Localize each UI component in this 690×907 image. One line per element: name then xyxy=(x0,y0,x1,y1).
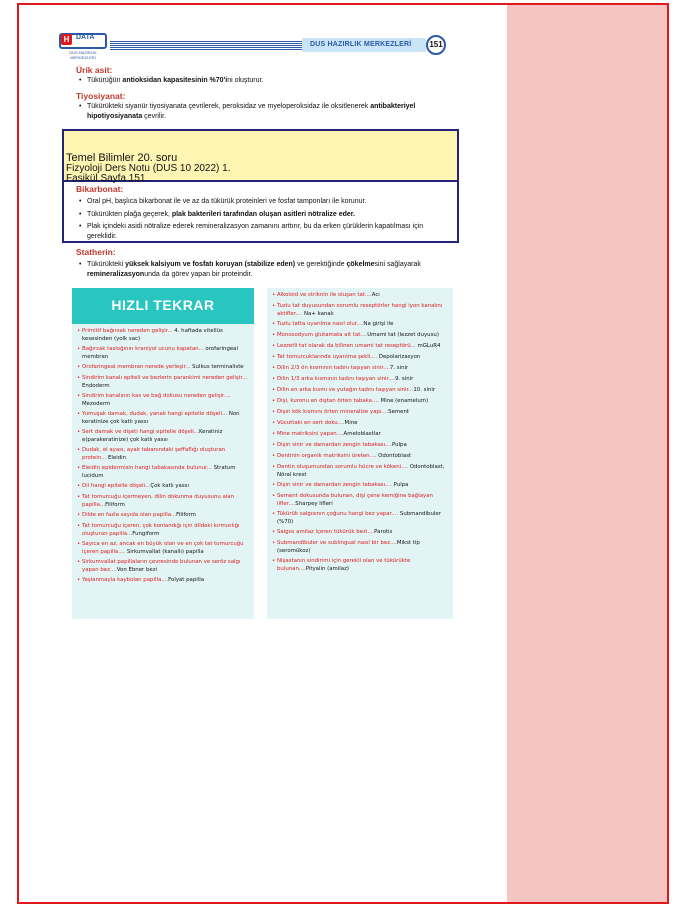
quick-review-question: Primitif bağırsak nereden gelişir... xyxy=(82,328,173,334)
quick-review-answer: Çok katlı yassı xyxy=(150,483,189,489)
annotation-line-2: Fizyoloji Ders Notu (DUS 10 2022) 1. xyxy=(66,163,231,174)
quick-review-answer: 9. sinir xyxy=(395,376,414,382)
page-number: 151 xyxy=(426,35,446,55)
quick-review-question: Dudak, el ayası, ayak tabanındaki şeffaflığı oluşturan protein... xyxy=(82,447,226,461)
quick-review-answer: orofaringeal membran xyxy=(82,346,238,360)
quick-review-answer: Mikst tip (seromükoz) xyxy=(277,540,420,554)
quick-review-item xyxy=(277,321,449,329)
quick-review-answer: 10. sinir xyxy=(413,387,436,393)
annotation-line-3: Fasikül Sayfa 151 xyxy=(66,173,146,184)
quick-review-answer: Mine xyxy=(344,420,358,426)
quick-review-answer: 7. sinir xyxy=(389,365,409,371)
quick-review-item xyxy=(277,529,449,537)
quick-review-answer: Keratiniz e(parakeratinize) çok katlı yassı xyxy=(82,429,223,443)
quick-review-answer: Sement xyxy=(388,409,409,415)
quick-review-question: Salgısı amilaz içeren tükürük bezi.... xyxy=(277,529,375,535)
section-heading: Statherin: xyxy=(76,247,116,257)
quick-review-question: Sayıca en az, ancak en büyük olan ve en çok tat tomurcuğu içeren papilla.... xyxy=(82,541,244,555)
quick-review-item xyxy=(82,393,250,408)
quick-review-question: Monosodyum glutamata ait tat.... xyxy=(277,332,368,338)
bullet-item: • Plak içindeki asidi nötralize ederek remineralizasyon zamanını arttırır, bu da erken çürüklerin kapatılması için gereklidir. xyxy=(87,222,457,242)
quick-review-question: Tükürük salgısının çoğunu hangi bez yapar.... xyxy=(277,511,399,517)
quick-review-item xyxy=(277,303,449,318)
quick-review-question: Sindirim kanalı epiteli ve bezlerin parankimi nereden gelişir... xyxy=(82,375,248,381)
quick-review-answer: Pulpa xyxy=(391,442,407,448)
quick-review-item xyxy=(277,343,449,351)
quick-review-question: Tat tomurcuklarında uyarılma şekli.... xyxy=(277,354,378,360)
quick-review-item xyxy=(82,494,250,509)
quick-review-answer: Mezoderm xyxy=(82,400,111,407)
quick-review-answer: Acı xyxy=(371,292,380,298)
quick-review-question: Vücuttaki en sert doku.... xyxy=(277,420,345,426)
quick-review-question: Tat tomurcuğu içermeyen, dilin dokunma duyusunu alan papilla... xyxy=(82,494,235,508)
quick-review-question: Tat tomurcuğu içeren, çok konlandığı için dildeki kırmızılığı oluşturan papilla... xyxy=(82,523,240,537)
quick-review-item xyxy=(277,354,449,362)
quick-review-answer: 4. haftada vitellüs kesesinden (yolk sac) xyxy=(82,328,223,342)
quick-review-question: Eleidin epidermisin hangi tabakasında bulunur... xyxy=(82,465,212,471)
quick-review-item xyxy=(277,464,449,479)
quick-review-item xyxy=(82,559,250,574)
quick-review-question: Dişin sinir ve damardan zengin tabakası.... xyxy=(277,482,392,488)
quick-review-question: Dişin kök kısmını örten mineralize yapı.... xyxy=(277,409,389,415)
quick-review-answer: Submandibuler (%70) xyxy=(277,511,441,525)
quick-review-item xyxy=(82,523,250,538)
header-stripes xyxy=(110,41,310,50)
pink-side-panel xyxy=(507,5,669,902)
quick-review-item xyxy=(82,364,250,372)
quick-review-item xyxy=(277,387,449,395)
quick-review-item xyxy=(82,541,250,556)
logo-subtitle: DUS HAZIRLIK MERKEZLERİ xyxy=(69,50,97,60)
bullet-item: • Tükürüğün antioksidan kapasitesinin %70'ini oluşturur. xyxy=(87,76,263,86)
quick-review-answer: Sulkus terminaliste xyxy=(190,364,244,370)
quick-review-item xyxy=(277,409,449,417)
quick-review-question: Sert damak ve dişeti hangi epitelle döşeli... xyxy=(82,429,199,435)
quick-review-item xyxy=(82,346,250,361)
quick-review-question: Alkoloid ve striknin ile oluşan tat.... xyxy=(277,292,372,298)
quick-review-answer: Filiform xyxy=(105,501,125,508)
quick-review-item xyxy=(82,465,250,480)
quick-review-question: Nişastanın sindirimi için gerekli olan ve tükürükte bulunan.... xyxy=(277,558,411,572)
quick-review-question: Dişin sinir ve damardan zengin tabakası.... xyxy=(277,442,392,448)
quick-review-answer: Na+ kanalı xyxy=(302,310,334,317)
quick-review-question: Yaşlanmayla kaybolan papilla.... xyxy=(82,577,169,583)
quick-review-item xyxy=(277,376,449,384)
quick-review-item xyxy=(82,375,250,390)
quick-review-item xyxy=(82,411,250,426)
quick-review-question: Dilin 1/3 arka kısmının tadını taşıyan sinir.... xyxy=(277,376,396,382)
quick-review-answer: Parotis xyxy=(374,529,393,535)
quick-review-question: Sement dokusunda bulunan, dişi çene kemiğine bağlayan lifler.... xyxy=(277,493,433,507)
quick-review-question: Sirkumvallat papillaların çevresinde bulunan ve seröz salgı yapan bez.... xyxy=(82,559,241,573)
header-title: DUS HAZIRLIK MERKEZLERİ xyxy=(310,41,412,48)
quick-review-item xyxy=(277,540,449,555)
quick-review-answer: Ameloblastlar xyxy=(343,431,381,437)
quick-review-answer: Depolarizasyon xyxy=(377,354,421,360)
quick-review-question: Mine matriksini yapan.... xyxy=(277,431,344,437)
logo-text: DATA xyxy=(76,34,95,41)
quick-review-answer: Odontoblast xyxy=(376,453,412,459)
quick-review-answer: Pityalin (amilaz) xyxy=(305,565,350,572)
annotation-line-1: Temel Bilimler 20. soru xyxy=(66,152,178,164)
quick-review-item xyxy=(277,431,449,439)
quick-review-answer: Von Ebner bezi xyxy=(116,566,158,573)
section-heading: Bikarbonat: xyxy=(76,184,124,194)
quick-review-item xyxy=(277,442,449,450)
quick-review-item xyxy=(82,429,250,444)
quick-review-item xyxy=(82,577,250,585)
quick-review-question: Dişi, kuronu en dıştan örten tabaka.... xyxy=(277,398,379,404)
logo-letter: H xyxy=(61,34,72,45)
bullet-item: • Tükürükteki siyanür tiyosiyanata çevrilerek, peroksidaz ve myeloperoksidaz ile oksitlenerek antibakteriyel hipotiyosiyanata çevrilir. xyxy=(87,102,457,122)
quick-review-item xyxy=(277,398,449,406)
section-heading: Ürik asit: xyxy=(76,65,113,75)
quick-review-item xyxy=(277,493,449,508)
quick-review-question: Sindirim kanalının kas ve bağ dokusu nereden gelişir.... xyxy=(82,393,231,399)
quick-review-answer: Sirkumvallat (kanallı) papilla xyxy=(125,548,204,555)
bullet-item: • Oral pH, başlıca bikarbonat ile ve az da tükürük proteinleri ve fosfat tamponları ile korunur. xyxy=(87,197,366,207)
quick-review-answer: Pulpa xyxy=(391,482,409,488)
quick-review-item xyxy=(277,292,449,300)
quick-review-item xyxy=(82,328,250,343)
quick-review-question: Lezzetli tat olarak da bilinen umami tat reseptörü... xyxy=(277,343,416,349)
quick-review-title: HIZLI TEKRAR xyxy=(111,297,215,313)
quick-review-answer: Non keratinize çok katlı yassı xyxy=(82,411,240,425)
quick-review-answer: Stratum lucidum xyxy=(82,465,236,479)
quick-review-question: Dentinin organik matriksini üreten.... xyxy=(277,453,377,459)
quick-review-question: Submandibuler ve sublingual nasıl bir bez.... xyxy=(277,540,397,546)
quick-review-answer: Mine (enamelum) xyxy=(378,398,429,404)
quick-review-answer: Sharpey lifleri xyxy=(295,500,333,507)
quick-review-question: Dentin oluşumundan sorumlu hücre ve kökeni.... xyxy=(277,464,409,470)
quick-review-answer: Umami tat (lezzet duyusu) xyxy=(367,332,439,338)
quick-review-answer: Na girişi ile xyxy=(363,321,394,327)
quick-review-item xyxy=(277,420,449,428)
quick-review-question: Dil hangi epitelle döşeli... xyxy=(82,483,151,489)
quick-review-question: Dilde en fazla sayıda olan papilla... xyxy=(82,512,177,518)
quick-review-item xyxy=(82,483,250,491)
quick-review-question: Bağırsak tasloğının kraniyol ucunu kapatan... xyxy=(82,346,204,352)
quick-review-answer: Folyat papilla xyxy=(168,577,205,583)
bullet-item: • Tükürükten plağa geçerek, plak bakterileri tarafından oluşan asitleri nötralize eder. xyxy=(87,210,355,220)
quick-review-item xyxy=(82,447,250,462)
quick-review-answer: Odontoblast, Nöral krest xyxy=(277,464,445,478)
quick-review-item xyxy=(277,453,449,461)
quick-review-item xyxy=(277,365,449,373)
bullet-item: • Tükürükteki yüksek kalsiyum ve fosfatı koruyan (stabilize eden) ve gerektiğinde çökelmesini sağlayarak remineralizasyonunda da görev yapan bir proteindir. xyxy=(87,260,462,280)
quick-review-question: Tuzlu tat duyusundan sorumlu reseptörler hangi iyon kanalını aktifler.... xyxy=(277,303,443,317)
quick-review-answer: mGLuR4 xyxy=(415,343,441,349)
quick-review-answer: Eleidin xyxy=(106,454,127,461)
quick-review-answer: Filiform xyxy=(176,512,196,518)
quick-review-answer: Endoderm xyxy=(82,382,110,389)
logo xyxy=(59,33,107,58)
quick-review-question: Orofaringeal membran nerede yerleşir... xyxy=(82,364,191,370)
quick-review-item xyxy=(82,512,250,520)
quick-review-item xyxy=(277,511,449,526)
quick-review-question: Tuzlu tatta uyarılma nasıl olur.... xyxy=(277,321,364,327)
quick-review-item xyxy=(277,558,449,573)
quick-review-question: Yumuşak damak, dudak, yanak hangi epitelle döşeli... xyxy=(82,411,228,417)
quick-review-item xyxy=(277,482,449,490)
quick-review-answer: Fungiform xyxy=(132,530,160,537)
quick-review-question: Dilin en arka kısmı ve yutağın tadını taşıyan sinir... xyxy=(277,387,414,393)
quick-review-question: Dilin 2/3 ön kısmının tadını taşıyan sinir.... xyxy=(277,365,390,371)
section-heading: Tiyosiyanat: xyxy=(76,91,126,101)
quick-review-item xyxy=(277,332,449,340)
